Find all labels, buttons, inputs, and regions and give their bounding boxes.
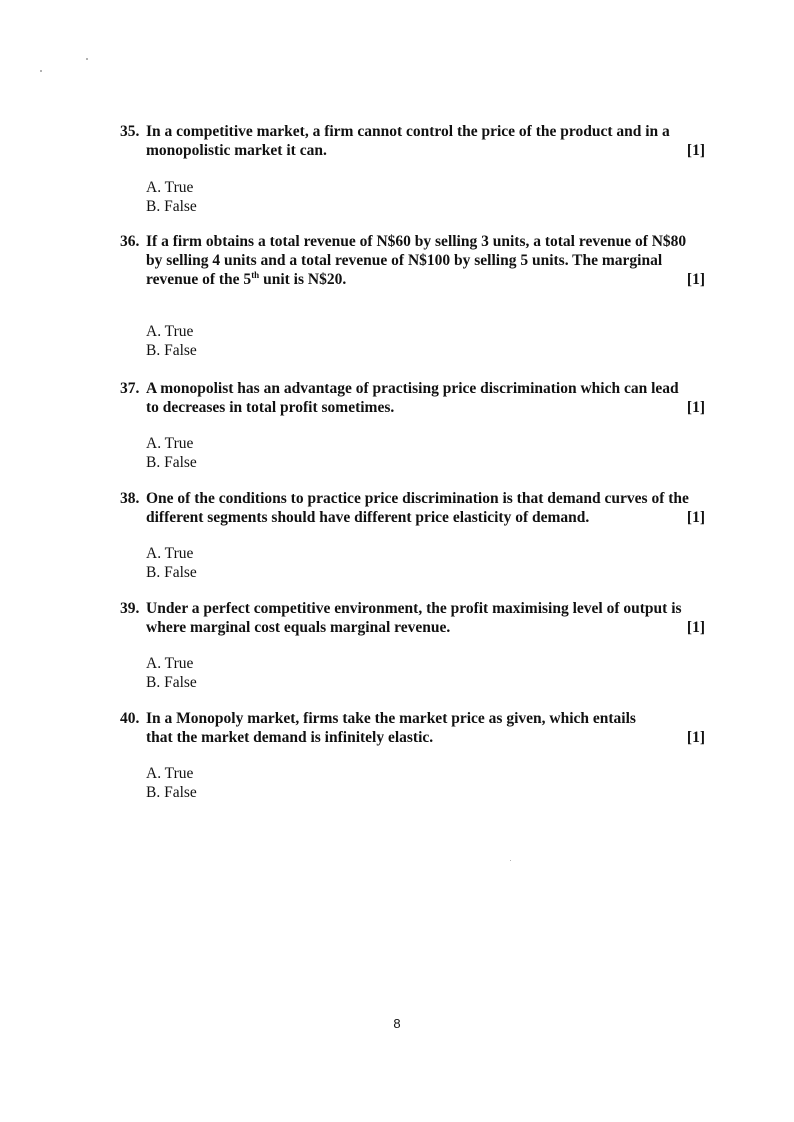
question-40 [120, 709, 705, 802]
question-text [120, 379, 705, 417]
option-true[interactable]: A. True [146, 765, 194, 782]
scan-speck [510, 860, 511, 861]
question-text [120, 709, 705, 747]
option-true[interactable]: A. True [146, 655, 194, 672]
answer-options [146, 764, 705, 802]
option-true[interactable]: A. True [146, 323, 194, 340]
marks-label: [1] [686, 271, 705, 288]
marks-label: [1] [686, 509, 705, 526]
question-line: One of the conditions to practice price discrimination is that demand curves of the [146, 490, 689, 507]
ordinal-superscript: th [251, 269, 260, 280]
question-text [120, 122, 705, 160]
question-line: by selling 4 units and a total revenue of N$100 by selling 5 units. The marginal [146, 252, 663, 269]
scan-speck [40, 70, 42, 72]
question-line: In a Monopoly market, firms take the market price as given, which entails [146, 710, 636, 727]
option-false[interactable]: B. False [146, 674, 197, 691]
question-line: that the market demand is infinitely elastic. [146, 729, 434, 746]
question-line: monopolistic market it can. [146, 142, 327, 159]
marks-label: [1] [686, 729, 705, 746]
option-false[interactable]: B. False [146, 454, 197, 471]
question-line: If a firm obtains a total revenue of N$60 by selling 3 units, a total revenue of N$80 [146, 233, 687, 250]
question-35 [120, 122, 705, 216]
option-true[interactable]: A. True [146, 435, 194, 452]
question-number: 37. [120, 380, 140, 397]
option-true[interactable]: A. True [146, 545, 194, 562]
question-number: 36. [120, 233, 140, 250]
question-number: 35. [120, 123, 140, 140]
question-line: In a competitive market, a firm cannot control the price of the product and in a [146, 123, 670, 140]
option-true[interactable]: A. True [146, 179, 194, 196]
option-false[interactable]: B. False [146, 342, 197, 359]
question-text [120, 599, 705, 637]
question-line: Under a perfect competitive environment, the profit maximising level of output is [146, 600, 682, 617]
answer-options [146, 434, 705, 472]
question-36 [120, 232, 705, 360]
question-39 [120, 599, 705, 692]
answer-options [146, 654, 705, 692]
question-number: 40. [120, 710, 140, 727]
marks-label: [1] [686, 619, 705, 636]
marks-label: [1] [686, 142, 705, 159]
question-text [120, 489, 705, 527]
question-number: 39. [120, 600, 140, 617]
marks-label: [1] [686, 399, 705, 416]
answer-options [146, 178, 705, 216]
answer-options [146, 322, 705, 360]
option-false[interactable]: B. False [146, 564, 197, 581]
question-line: to decreases in total profit sometimes. [146, 399, 395, 416]
question-line: revenue of the 5th unit is N$20. [146, 269, 347, 288]
question-38 [120, 489, 705, 582]
option-false[interactable]: B. False [146, 784, 197, 801]
scan-speck [86, 58, 88, 60]
option-false[interactable]: B. False [146, 198, 197, 215]
question-number: 38. [120, 490, 140, 507]
question-line: where marginal cost equals marginal revenue. [146, 619, 451, 636]
question-text [120, 232, 705, 289]
question-line: A monopolist has an advantage of practising price discrimination which can lead [146, 380, 679, 397]
question-line: different segments should have different price elasticity of demand. [146, 509, 590, 526]
question-37 [120, 379, 705, 472]
answer-options [146, 544, 705, 582]
page-number: 8 [393, 1016, 401, 1031]
